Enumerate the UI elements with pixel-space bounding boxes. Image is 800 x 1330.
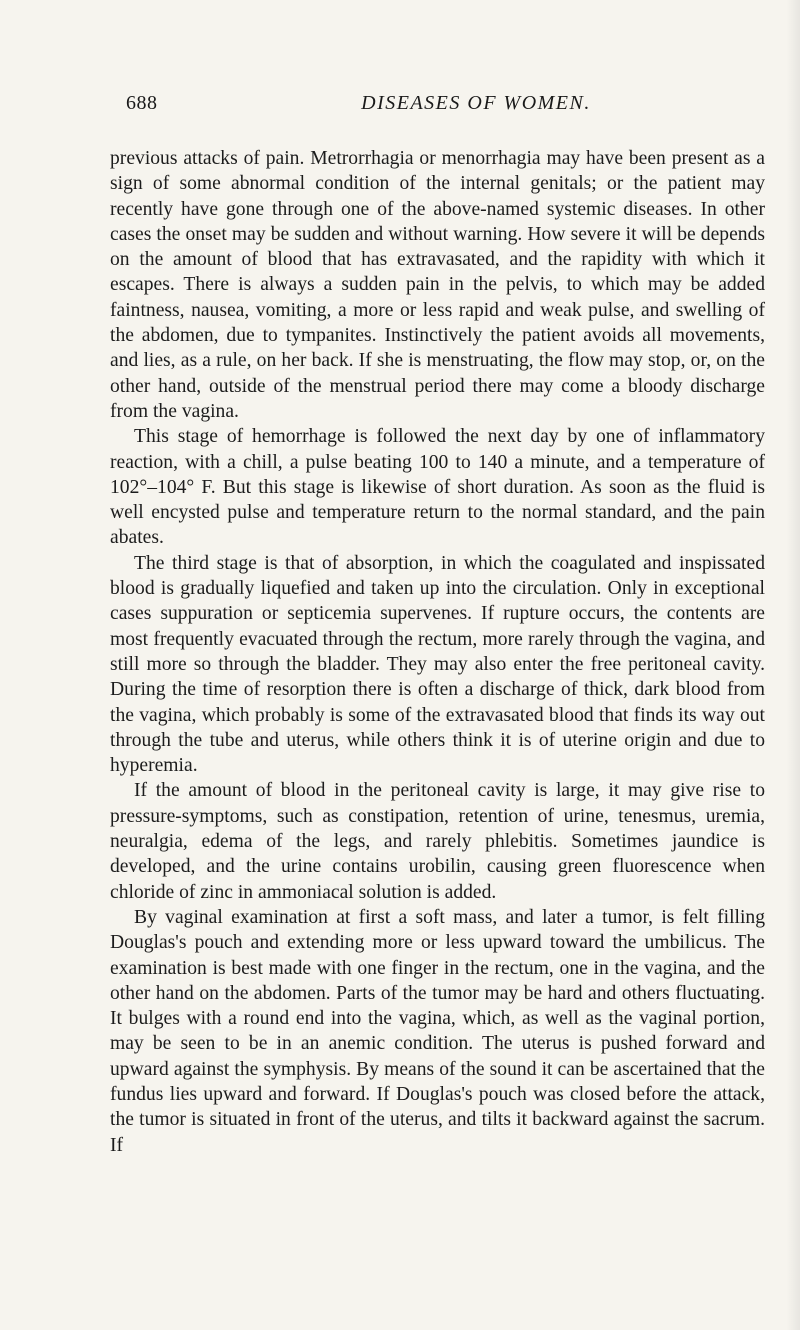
paragraph: previous attacks of pain. Metrorrhagia or menorrhagia may have been present as a sign of some abnormal condition of the internal genitals; or the patient may recently have gone through one of the above-named systemic diseases. In other cases the onset may be sudden and without warning. How severe it will be depends on the amount of blood that has extravasated, and the rapidity with which it escapes. There is always a sudden pain in the pelvis, to which may be added faintness, nausea, vomiting, a more or less rapid and weak pulse, and swelling of the abdomen, due to tympanites. Instinctively the patient avoids all movements, and lies, as a rule, on her back. If she is menstruating, the flow may stop, or, on the other hand, outside of the menstrual period there may come a bloody discharge from the vagina. [110, 148, 765, 422]
running-head: DISEASES OF WOMEN. [361, 92, 591, 114]
paragraph: If the amount of blood in the peritoneal cavity is large, it may give rise to pressure-symptoms, such as constipation, retention of urine, tenesmus, uremia, neuralgia, edema of the legs, and rarely phlebitis. Sometimes jaundice is developed, and the urine contains urobilin, causing green fluorescence when chloride of zinc in ammoniacal solution is added. [110, 780, 765, 903]
body-text [110, 146, 765, 1158]
page-number: 688 [126, 92, 158, 114]
page-edge-shadow [786, 0, 800, 1330]
paragraph: This stage of hemorrhage is followed the next day by one of inflammatory reaction, with a chill, a pulse beating 100 to 140 a minute, and a temperature of 102°–104° F. But this stage is likewise of short duration. As soon as the fluid is well encysted pulse and temperature return to the normal standard, and the pain abates. [110, 426, 765, 549]
paragraph: The third stage is that of absorption, in which the coagulated and inspissated blood is gradually liquefied and taken up into the circulation. Only in exceptional cases suppuration or septicemia supervenes. If rupture occurs, the contents are most frequently evacuated through the rectum, more rarely through the vagina, and still more so through the bladder. They may also enter the free peritoneal cavity. During the time of resorption there is often a discharge of thick, dark blood from the vagina, which probably is some of the extravasated blood that finds its way out through the tube and uterus, while others think it is of uterine origin and due to hyperemia. [110, 552, 765, 777]
paragraph: By vaginal examination at first a soft mass, and later a tumor, is felt filling Douglas's pouch and extending more or less upward toward the umbilicus. The examination is best made with one finger in the rectum, one in the vagina, and the other hand on the abdomen. Parts of the tumor may be hard and others fluctuating. It bulges with a round end into the vagina, which, as well as the vaginal portion, may be seen to be in an anemic condition. The uterus is pushed forward and upward against the symphysis. By means of the sound it can be ascertained that the fundus lies upward and forward. If Douglas's pouch was closed before the attack, the tumor is situated in front of the uterus, and tilts it backward against the sacrum. If [110, 906, 765, 1156]
page-header [126, 92, 766, 122]
